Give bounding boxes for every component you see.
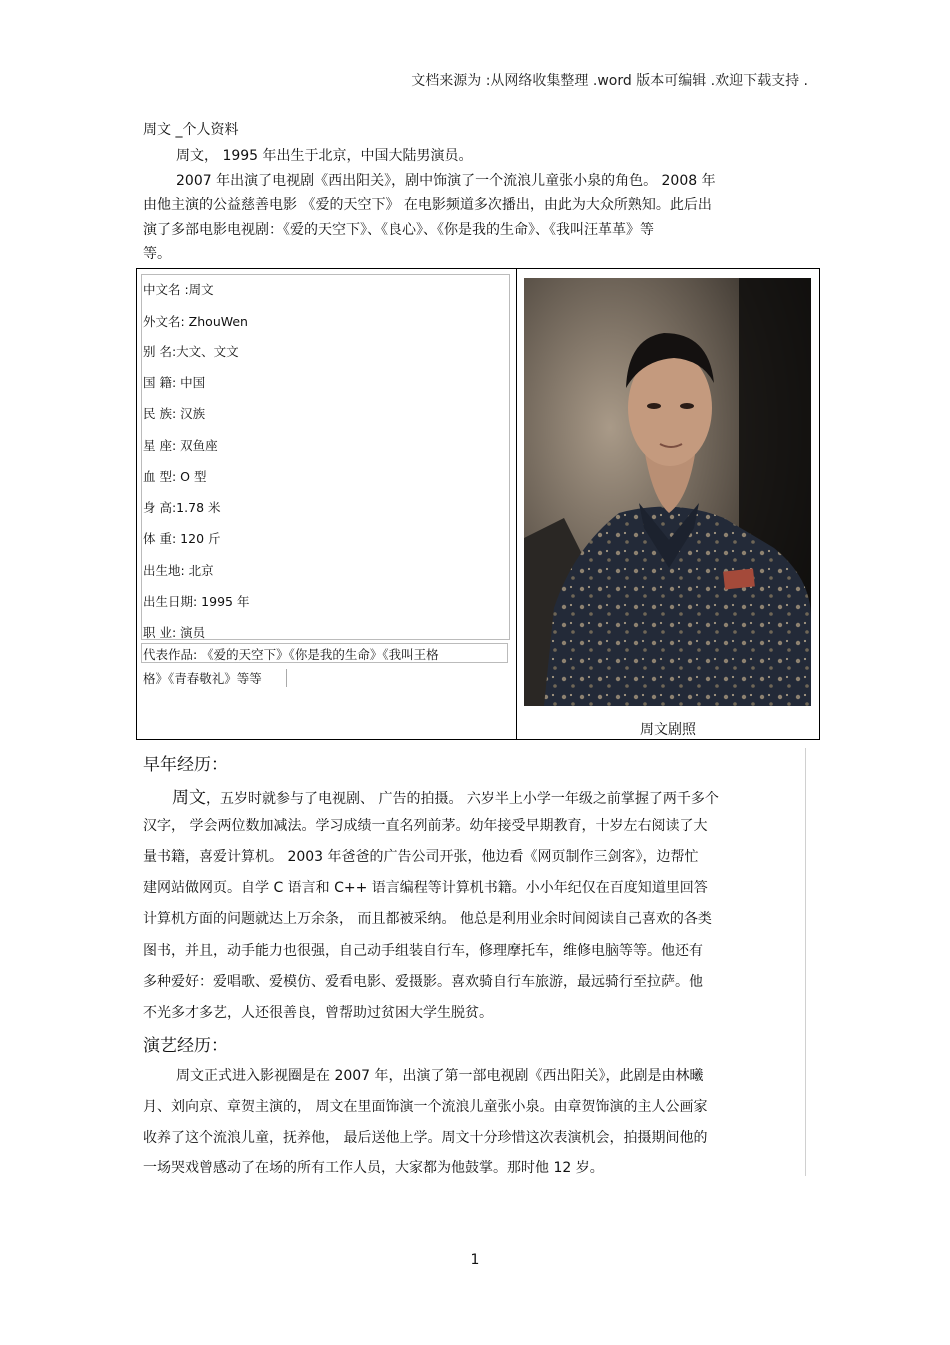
- profile-row: 外文名: ZhouWen: [143, 314, 248, 329]
- career-heading: 演艺经历：: [143, 1036, 228, 1056]
- intro-paragraph: [143, 144, 716, 267]
- early-years-line: 建网站做网页。自学 C 语言和 C++ 语言编程等计算机书籍。小小年纪仅在百度知道里回答: [143, 880, 708, 896]
- profile-row: 星 座: 双鱼座: [143, 438, 218, 453]
- works-rule: [286, 669, 287, 687]
- photo-caption: 周文剧照: [640, 722, 696, 738]
- works-line: 代表作品: 《爱的天空下》《你是我的生命》《我叫王格: [143, 647, 439, 662]
- actor-photo: [524, 278, 811, 706]
- early-years-heading: 早年经历：: [143, 755, 228, 775]
- profile-row: 别 名:大文、文文: [143, 344, 239, 359]
- profile-row: 民 族: 汉族: [143, 406, 206, 421]
- early-years-line: 计算机方面的问题就达上万余条， 而且都被采纳。 他总是利用业余时间阅读自己喜欢的各类: [143, 911, 712, 927]
- career-line: 一场哭戏曾感动了在场的所有工作人员，大家都为他鼓掌。那时他 12 岁。: [143, 1160, 604, 1176]
- profile-row: 国 籍: 中国: [143, 375, 206, 390]
- document-title: 周文 _个人资料: [143, 122, 239, 138]
- profile-row: 出生地: 北京: [143, 563, 214, 578]
- profile-row: 身 高:1.78 米: [143, 500, 221, 515]
- profile-row: 中文名 :周文: [143, 282, 214, 297]
- intro-line: 由他主演的公益慈善电影 《爱的天空下》 在电影频道多次播出，由此为大众所熟知。此后出: [143, 197, 712, 213]
- portrait-illustration: [524, 278, 811, 706]
- career-line: 收养了这个流浪儿童，抚养他， 最后送他上学。周文十分珍惜这次表演机会，拍摄期间他的: [143, 1130, 708, 1146]
- early-years-line: 不光多才多艺，人还很善良，曾帮助过贫困大学生脱贫。: [143, 1005, 493, 1021]
- intro-line: 演了多部电影电视剧：《爱的天空下》、《良心》、《你是我的生命》、《我叫汪革革》等: [143, 221, 654, 238]
- works-line: 格》《青春敬礼》等等: [143, 671, 262, 686]
- profile-row: 职 业: 演员: [143, 625, 206, 640]
- early-years-line: 图书，并且，动手能力也很强，自己动手组装自行车，修理摩托车，维修电脑等等。他还有: [143, 943, 703, 959]
- early-years-line: 量书籍，喜爱计算机。 2003 年爸爸的广告公司开张，他边看《网页制作三剑客》，边帮忙: [143, 849, 699, 865]
- early-years-line: 周文，五岁时就参与了电视剧、 广告的拍摄。 六岁半上小学一年级之前掌握了两千多个: [172, 788, 719, 808]
- text-frame-rule: [805, 748, 806, 1176]
- intro-line: 等。: [143, 246, 171, 262]
- profile-row: 出生日期: 1995 年: [143, 594, 250, 609]
- intro-line: 周文， 1995 年出生于北京，中国大陆男演员。: [176, 148, 473, 164]
- page-number: 1: [470, 1252, 480, 1268]
- early-years-line: 多种爱好：爱唱歌、爱模仿、爱看电影、爱摄影。喜欢骑自行车旅游，最远骑行至拉萨。他: [143, 974, 703, 990]
- early-lead-name: 周文: [172, 788, 206, 808]
- early-years-line: 汉字， 学会两位数加减法。学习成绩一直名列前茅。幼年接受早期教育，十岁左右阅读了大: [143, 818, 708, 834]
- career-line: 月、刘向京、章贺主演的， 周文在里面饰演一个流浪儿童张小泉。由章贺饰演的主人公画家: [143, 1099, 708, 1115]
- table-divider: [516, 268, 517, 740]
- career-line: 周文正式进入影视圈是在 2007 年，出演了第一部电视剧《西出阳关》，此剧是由林曦: [176, 1068, 704, 1084]
- header-note: 文档来源为 :从网络收集整理 .word 版本可编辑 .欢迎下载支持 .: [411, 73, 808, 89]
- intro-line: 2007 年出演了电视剧《西出阳关》，剧中饰演了一个流浪儿童张小泉的角色。 2008 年: [176, 172, 716, 189]
- profile-row: 血 型: O 型: [143, 469, 207, 484]
- profile-row: 体 重: 120 斤: [143, 531, 221, 546]
